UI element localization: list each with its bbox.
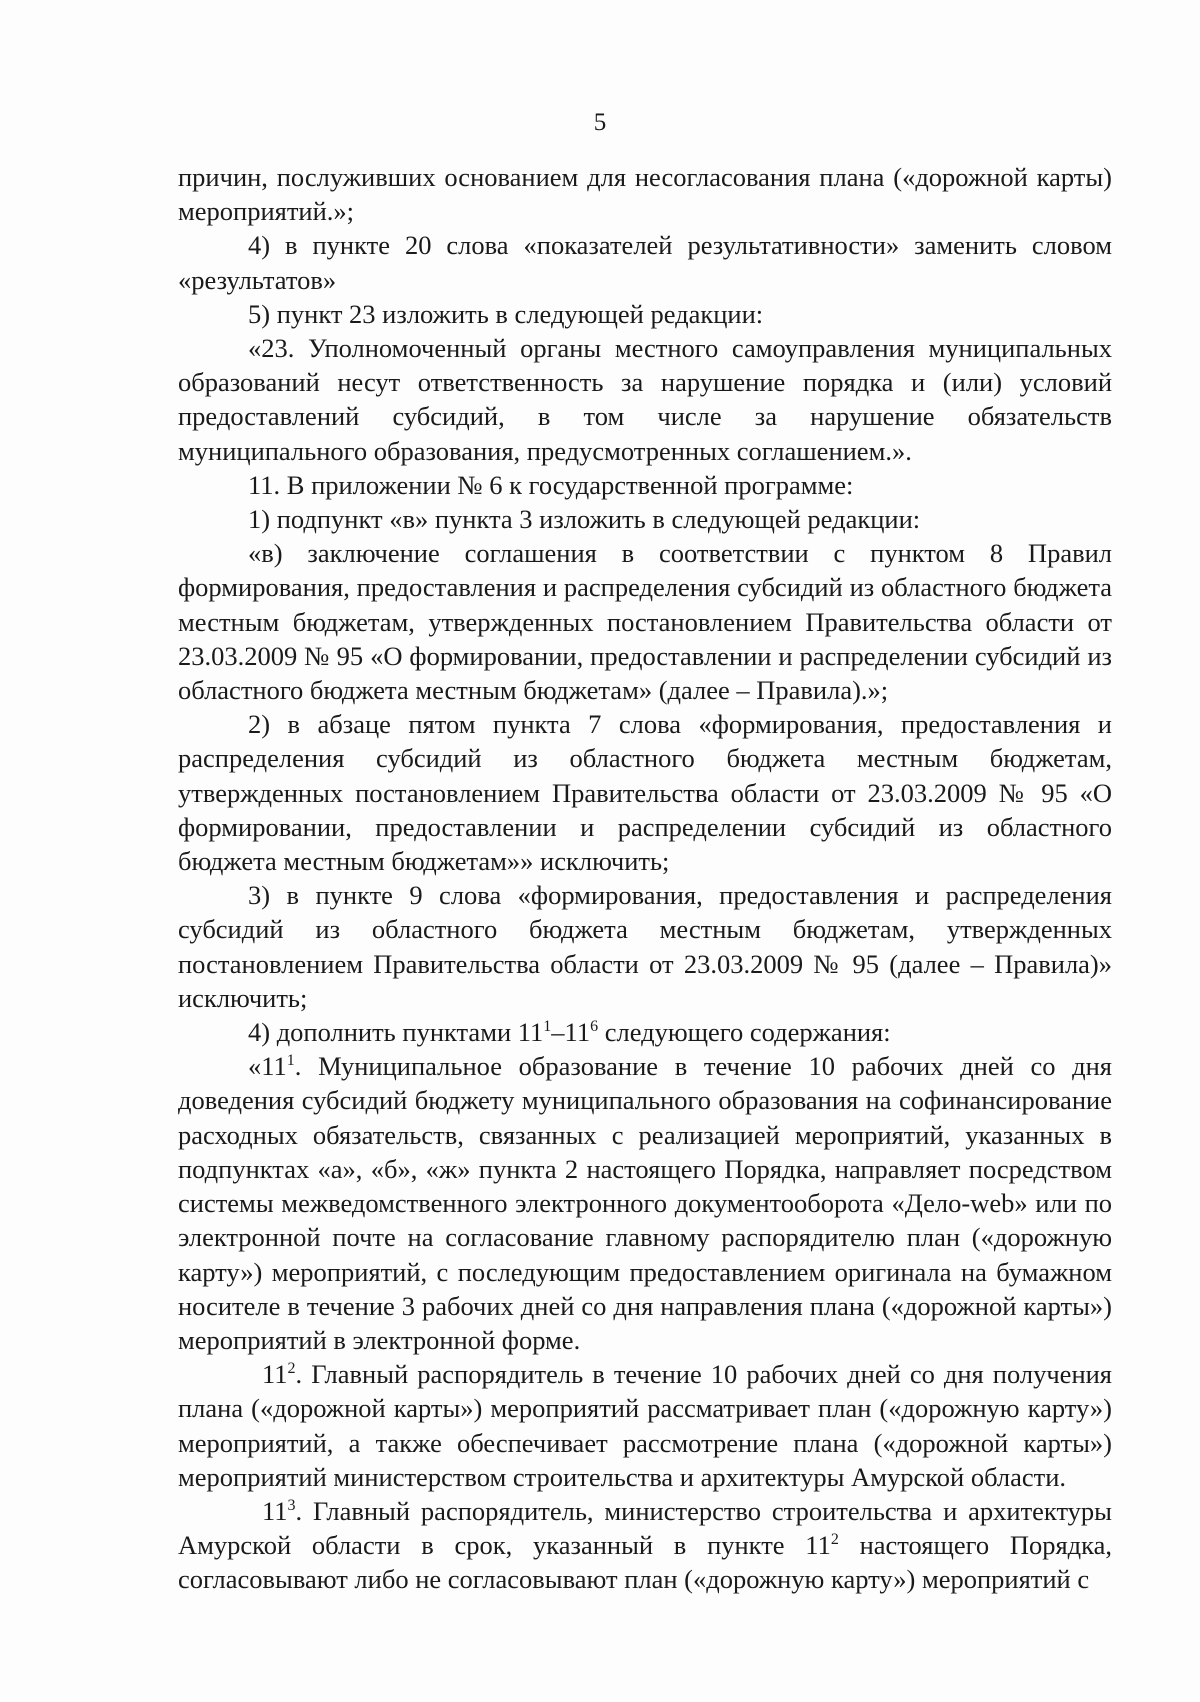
paragraph-text: 4) дополнить пунктами 11 bbox=[248, 1017, 544, 1048]
document-body bbox=[178, 160, 1112, 1597]
paragraph-text: . Главный распорядитель в течение 10 рабочих дней со дня получения плана («дорожной карты») мероприятий рассматривает план («дорожную карту») мероприятий, а также обеспечивает рассмотрение плана («дорожной карты») мероприятий министерством строительства и архитектуры Амурской области. bbox=[178, 1359, 1112, 1492]
paragraph-text: 11 bbox=[262, 1495, 288, 1526]
paragraph: 3) в пункте 9 слова «формирования, предоставления и распределения субсидий из областного бюджета местным бюджетам, утвержденных постановлением Правительства области от 23.03.2009 № 95 (далее – Правила)» исключить; bbox=[178, 880, 1112, 1013]
superscript: 2 bbox=[830, 1531, 839, 1549]
page-number: 5 bbox=[593, 109, 607, 136]
superscript: 2 bbox=[287, 1360, 296, 1378]
superscript: 6 bbox=[590, 1018, 599, 1036]
paragraph bbox=[178, 1357, 1112, 1494]
paragraph: 4) в пункте 20 слова «показателей результативности» заменить словом «результатов» bbox=[178, 230, 1112, 295]
paragraph: 2) в абзаце пятом пункта 7 слова «формирования, предоставления и распределения субсидий из областного бюджета местным бюджетам, утвержденных постановлением Правительства области от 23.03.2009 № 95 «О формировании, предоставлении и распределении субсидий из областного бюджета местным бюджетам»» исключить; bbox=[178, 709, 1112, 877]
paragraph-text: . Муниципальное образование в течение 10 рабочих дней со дня доведения субсидий бюджету муниципального образования на софинансирование расходных обязательств, связанных с реализацией мероприятий, указанных в подпунктах «а», «б», «ж» пункта 2 настоящего Порядка, направляет посредством системы межведомственного электронного документооборота «Дело-web» или по электронной почте на согласование главному распорядителю план («дорожную карту») мероприятий, с последующим предоставлением оригинала на бумажном носителе в течение 3 рабочих дней со дня направления плана («дорожной карты») мероприятий в электронной форме. bbox=[178, 1051, 1112, 1355]
superscript: 1 bbox=[543, 1018, 552, 1036]
paragraph: причин, послуживших основанием для несогласования плана («дорожной карты) мероприятий.»; bbox=[178, 162, 1112, 227]
paragraph: 1) подпункт «в» пункта 3 изложить в следующей редакции: bbox=[248, 504, 921, 535]
paragraph-text: настоящего Порядка, согласовывают либо не согласовывают план («дорожную карту») мероприятий с bbox=[178, 1530, 1112, 1595]
paragraph: 5) пункт 23 изложить в следующей редакции: bbox=[248, 298, 764, 329]
paragraph-text: 11 bbox=[262, 1359, 288, 1390]
superscript: 1 bbox=[286, 1052, 295, 1070]
paragraph bbox=[178, 1494, 1112, 1597]
superscript: 3 bbox=[287, 1497, 296, 1515]
paragraph-text: –11 bbox=[551, 1017, 591, 1048]
paragraph-text: . Главный распорядитель, министерство строительства и архитектуры Амурской области в срок, указанный в пункте 11 bbox=[178, 1495, 1112, 1561]
paragraph-text: следующего содержания: bbox=[598, 1017, 891, 1048]
paragraph-text: «11 bbox=[248, 1051, 287, 1082]
paragraph: «в) заключение соглашения в соответствии с пунктом 8 Правил формирования, предоставления и распределения субсидий из областного бюджета местным бюджетам, утвержденных постановлением Правительства области от 23.03.2009 № 95 «О формировании, предоставлении и распределении субсидий из областного бюджета местным бюджетам» (далее – Правила).»; bbox=[178, 538, 1112, 706]
paragraph: 11. В приложении № 6 к государственной программе: bbox=[248, 469, 854, 500]
paragraph: «23. Уполномоченный органы местного самоуправления муниципальных образований несут ответственность за нарушение порядка и (или) условий предоставлений субсидий, в том числе за нарушение обязательств муниципального образования, предусмотренных соглашением.». bbox=[178, 333, 1112, 466]
paragraph bbox=[178, 1015, 1112, 1049]
paragraph bbox=[178, 1049, 1112, 1357]
